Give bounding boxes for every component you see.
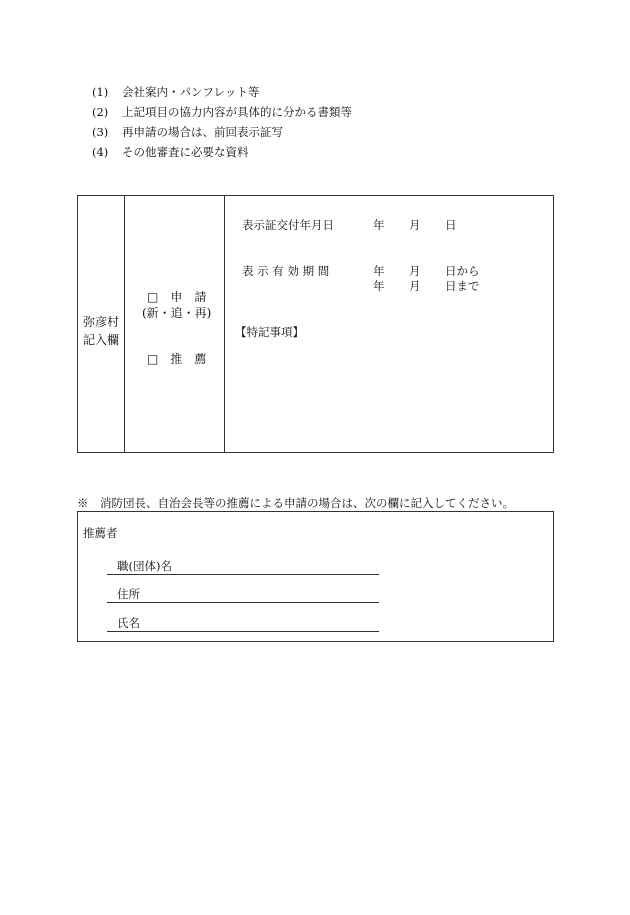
validity-until-month-label: 月 (409, 279, 421, 293)
validity-from-month-label: 月 (409, 264, 421, 278)
organization-label: 職(団体)名 (117, 559, 172, 573)
list-item (92, 122, 352, 142)
list-item-number: (3) (92, 125, 109, 139)
village-label-line1: 弥彦村 (82, 315, 119, 329)
village-entry-table (77, 195, 554, 453)
apply-checkbox[interactable]: □ 申 請 (147, 290, 207, 304)
list-item-number: (1) (92, 85, 109, 99)
name-field[interactable] (107, 615, 379, 632)
list-item-number: (2) (92, 105, 109, 119)
list-item-text: 会社案内・パンフレット等 (122, 85, 260, 99)
validity-from-day-label: 日から (445, 264, 480, 278)
issue-details-cell (225, 196, 553, 452)
address-label: 住所 (117, 587, 140, 601)
list-item (92, 102, 352, 122)
remarks-label: 【特記事項】 (235, 325, 304, 339)
issue-year-label: 年 (373, 218, 385, 232)
name-label: 氏名 (117, 616, 140, 630)
list-item-number: (4) (92, 145, 109, 159)
list-item-text: 再申請の場合は、前回表示証写 (122, 125, 283, 139)
village-entry-label-cell (78, 196, 125, 452)
required-documents-list (92, 82, 352, 162)
application-type-cell (125, 196, 225, 452)
list-item (92, 82, 352, 102)
list-item-text: 上記項目の協力内容が具体的に分かる書類等 (122, 105, 352, 119)
address-field[interactable] (107, 586, 379, 603)
village-label-line2: 記入欄 (82, 333, 119, 347)
issue-month-label: 月 (409, 218, 421, 232)
validity-from-year-label: 年 (373, 264, 385, 278)
validity-period-label: 表 示 有 効 期 間 (242, 264, 330, 278)
recommendation-note: ※ 消防団長、自治会長等の推薦による申請の場合は、次の欄に記入してください。 (77, 496, 514, 510)
validity-until-day-label: 日まで (445, 279, 480, 293)
issue-date-label: 表示証交付年月日 (242, 218, 334, 232)
apply-type-options: (新・追・再) (142, 306, 212, 320)
list-item-text: その他審査に必要な資料 (122, 145, 249, 159)
issue-day-label: 日 (445, 218, 457, 232)
organization-field[interactable] (107, 558, 379, 575)
recommender-box (77, 511, 554, 642)
list-item (92, 142, 352, 162)
recommender-title: 推薦者 (83, 526, 118, 540)
validity-until-year-label: 年 (373, 279, 385, 293)
recommend-checkbox[interactable]: □ 推 薦 (147, 352, 207, 366)
